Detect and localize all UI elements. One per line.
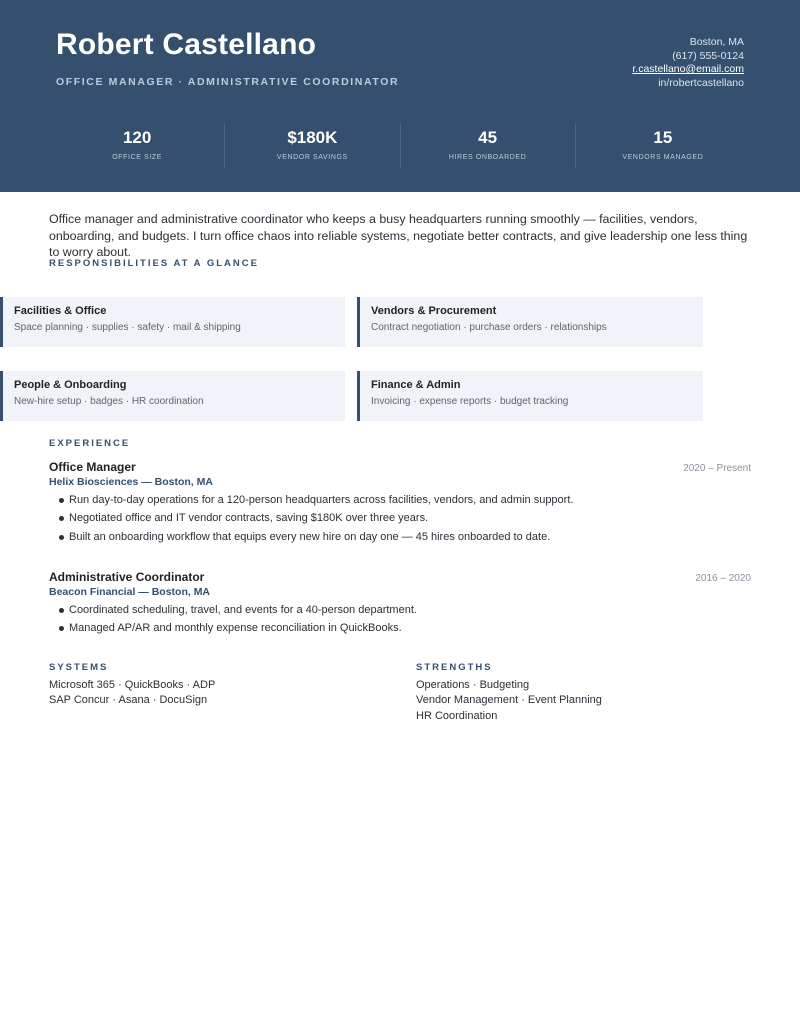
job-title: Administrative Coordinator xyxy=(49,570,205,584)
stat-vendors-managed xyxy=(575,124,750,168)
contact-block xyxy=(632,36,744,91)
stat-value: $180K xyxy=(287,128,338,147)
stat-label: HIRES ONBOARDED xyxy=(448,154,527,161)
job-company: Beacon Financial — Boston, MA xyxy=(49,586,211,598)
bullet-item: Negotiated office and IT vendor contracts, saving $180K over three years. xyxy=(49,509,573,527)
job-title: Office Manager xyxy=(49,460,136,474)
stat-value: 120 xyxy=(122,128,152,147)
stat-hires-onboarded xyxy=(400,124,575,168)
systems-line: Microsoft 365 · QuickBooks · ADP xyxy=(49,679,216,691)
contact-email-link[interactable]: r.castellano@email.com xyxy=(632,63,744,76)
candidate-subtitle: OFFICE MANAGER · ADMINISTRATIVE COORDINATOR xyxy=(56,76,400,88)
stat-label: OFFICE SIZE xyxy=(112,154,163,161)
strengths-list xyxy=(416,678,602,724)
stat-label: VENDOR SAVINGS xyxy=(276,154,348,161)
bullet-item: Coordinated scheduling, travel, and events for a 40-person department. xyxy=(49,601,417,619)
job-dates: 2020 – Present xyxy=(683,463,751,474)
card-title: Finance & Admin xyxy=(371,379,461,391)
bullet-item: Run day-to-day operations for a 120-person headquarters across facilities, vendors, and admin support. xyxy=(49,491,573,509)
contact-phone: (617) 555-0124 xyxy=(672,49,744,62)
stat-value: 45 xyxy=(478,128,498,147)
bullet-item: Built an onboarding workflow that equips every new hire on day one — 45 hires onboarded to date. xyxy=(49,528,573,546)
card-title: Facilities & Office xyxy=(14,305,107,317)
stat-vendor-savings xyxy=(224,124,399,168)
card-vendors xyxy=(357,297,703,347)
job-dates: 2016 – 2020 xyxy=(695,573,751,584)
stat-label: VENDORS MANAGED xyxy=(622,154,704,161)
systems-heading: SYSTEMS xyxy=(49,662,109,673)
contact-linkedin: in/robertcastellano xyxy=(658,77,744,90)
card-finance xyxy=(357,371,703,421)
strengths-line: HR Coordination xyxy=(416,709,498,722)
systems-line: SAP Concur · Asana · DocuSign xyxy=(49,694,208,707)
job-bullets xyxy=(49,491,573,546)
strengths-line: Vendor Management · Event Planning xyxy=(416,694,602,707)
candidate-name: Robert Castellano xyxy=(56,28,317,61)
systems-list xyxy=(49,678,215,709)
card-title: Vendors & Procurement xyxy=(371,305,497,317)
experience-heading: EXPERIENCE xyxy=(49,438,131,449)
stat-office-size xyxy=(50,124,224,168)
card-facilities xyxy=(0,297,345,347)
job-bullets xyxy=(49,601,417,638)
strengths-line: Operations · Budgeting xyxy=(416,679,530,691)
stat-value: 15 xyxy=(653,128,673,147)
card-people xyxy=(0,371,345,421)
summary-paragraph: Office manager and administrative coordinator who keeps a busy headquarters running smoothly — facilities, vendors, onboarding, and budgets. I turn office chaos into reliable systems, negotiate better contracts, and give leadership one less thing to worry about. xyxy=(49,212,748,259)
contact-location: Boston, MA xyxy=(689,36,744,48)
job-company: Helix Biosciences — Boston, MA xyxy=(49,476,213,488)
card-description: New-hire setup · badges · HR coordination xyxy=(14,396,204,407)
card-description: Contract negotiation · purchase orders · relationships xyxy=(371,322,607,333)
card-description: Invoicing · expense reports · budget tracking xyxy=(371,396,569,407)
stats-bar xyxy=(50,124,750,168)
bullet-item: Managed AP/AR and monthly expense reconciliation in QuickBooks. xyxy=(49,619,417,637)
card-title: People & Onboarding xyxy=(14,379,127,391)
header-banner xyxy=(0,0,800,192)
strengths-heading: STRENGTHS xyxy=(416,662,493,673)
responsibilities-heading: RESPONSIBILITIES AT A GLANCE xyxy=(49,258,259,269)
card-description: Space planning · supplies · safety · mail & shipping xyxy=(14,322,241,333)
